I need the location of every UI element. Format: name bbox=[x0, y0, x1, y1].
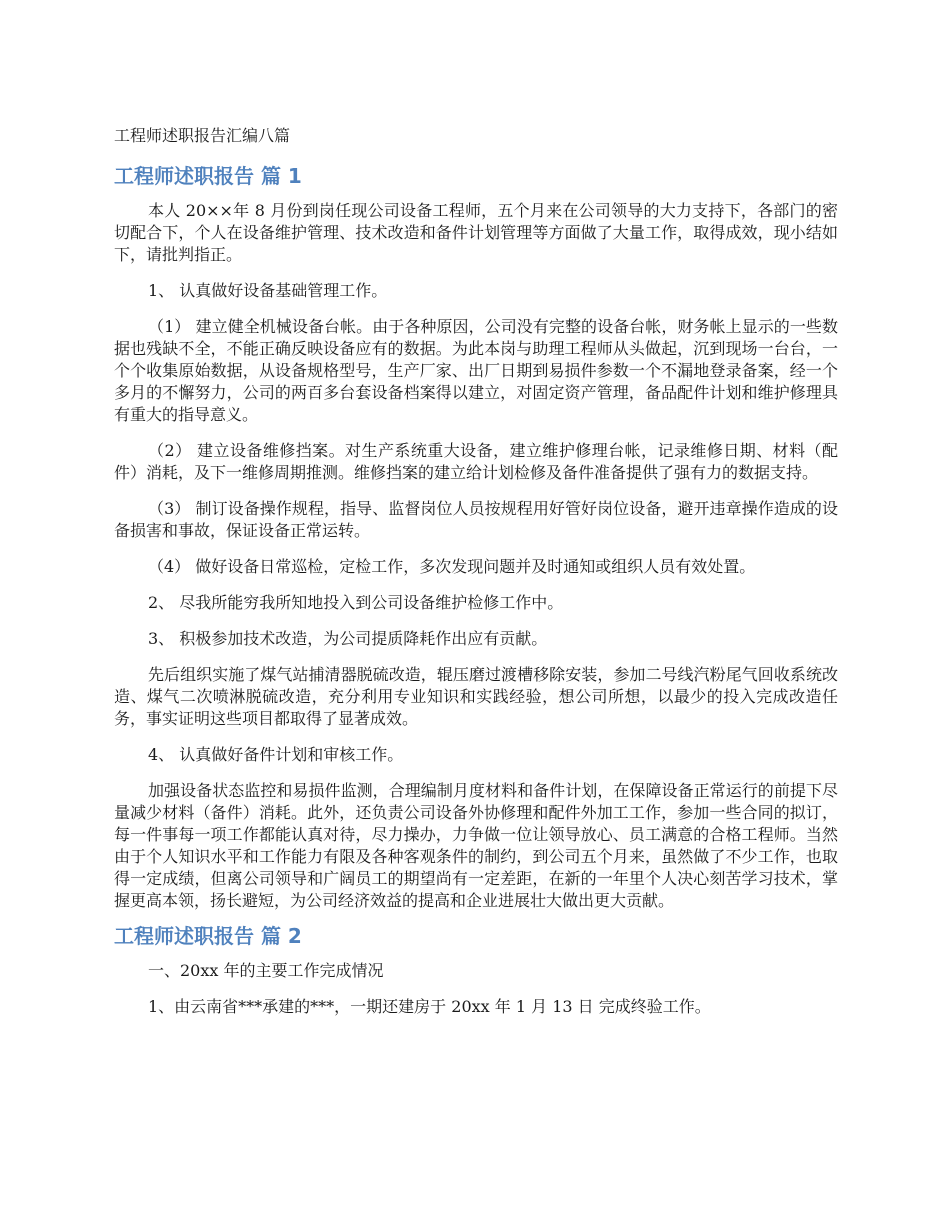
paragraph: （3） 制订设备操作规程，指导、监督岗位人员按规程用好管好岗位设备，避开违章操作造成的设备损害和事故，保证设备正常运转。 bbox=[114, 499, 838, 540]
paragraph: （1） 建立健全机械设备台帐。由于各种原因，公司没有完整的设备台帐，财务帐上显示的一些数据也残缺不全，不能正确反映设备应有的数据。为此本岗与助理工程师从头做起，沉到现场一台台，一个个收集原始数据，从设备规格型号，生产厂家、出厂日期到易损件参数一个不漏地登录备案，经一个多月的不懈努力，公司的两百多台套设备档案得以建立，对固定资产管理，备品配件计划和维护修理具有重大的指导意义。 bbox=[114, 317, 838, 424]
list-item-heading: 4、 认真做好备件计划和审核工作。 bbox=[148, 745, 404, 764]
list-item-heading: 3、 积极参加技术改造，为公司提质降耗作出应有贡献。 bbox=[148, 629, 548, 648]
section-heading-1: 工程师述职报告 篇 1 bbox=[114, 164, 302, 188]
section-heading-2: 工程师述职报告 篇 2 bbox=[114, 924, 302, 948]
list-item-heading: 1、 认真做好设备基础管理工作。 bbox=[148, 281, 388, 300]
document-body bbox=[114, 124, 838, 1032]
paragraph: 先后组织实施了煤气站捕清器脱硫改造，辊压磨过渡槽移除安装，参加二号线汽粉尾气回收系统改造、煤气二次喷淋脱硫改造，充分利用专业知识和实践经验，想公司所想，以最少的投入完成改造任务，事实证明这些项目都取得了显著成效。 bbox=[114, 665, 838, 728]
paragraph: 加强设备状态监控和易损件监测，合理编制月度材料和备件计划，在保障设备正常运行的前提下尽量减少材料（备件）消耗。此外，还负责公司设备外协修理和配件外加工工作，参加一些合同的拟订，每一件事每一项工作都能认真对待，尽力操办，力争做一位让领导放心、员工满意的合格工程师。当然由于个人知识水平和工作能力有限及各种客观条件的制约，到公司五个月来，虽然做了不少工作，也取得一定成绩，但离公司领导和广阔员工的期望尚有一定差距，在新的一年里个人决心刻苦学习技术，掌握更高本领，扬长避短，为公司经济效益的提高和企业进展壮大做出更大贡献。 bbox=[114, 781, 838, 910]
list-item-heading: 2、 尽我所能穷我所知地投入到公司设备维护检修工作中。 bbox=[148, 593, 564, 612]
paragraph: 本人 20××年 8 月份到岗任现公司设备工程师，五个月来在公司领导的大力支持下，各部门的密切配合下，个人在设备维护管理、技术改造和备件计划管理等方面做了大量工作，取得成效，现小结如下，请批判指正。 bbox=[114, 201, 838, 264]
document-title: 工程师述职报告汇编八篇 bbox=[114, 126, 291, 145]
paragraph: （4） 做好设备日常巡检，定检工作，多次发现问题并及时通知或组织人员有效处置。 bbox=[148, 557, 756, 576]
subsection-heading: 一、20xx 年的主要工作完成情况 bbox=[148, 961, 384, 980]
paragraph: （2） 建立设备维修挡案。对生产系统重大设备，建立维护修理台帐，记录维修日期、材料（配件）消耗，及下一维修周期推测。维修挡案的建立给计划检修及备件准备提供了强有力的数据支持。 bbox=[114, 441, 838, 482]
paragraph: 1、由云南省***承建的***，一期还建房于 20xx 年 1 月 13 日 完成终验工作。 bbox=[148, 997, 711, 1016]
